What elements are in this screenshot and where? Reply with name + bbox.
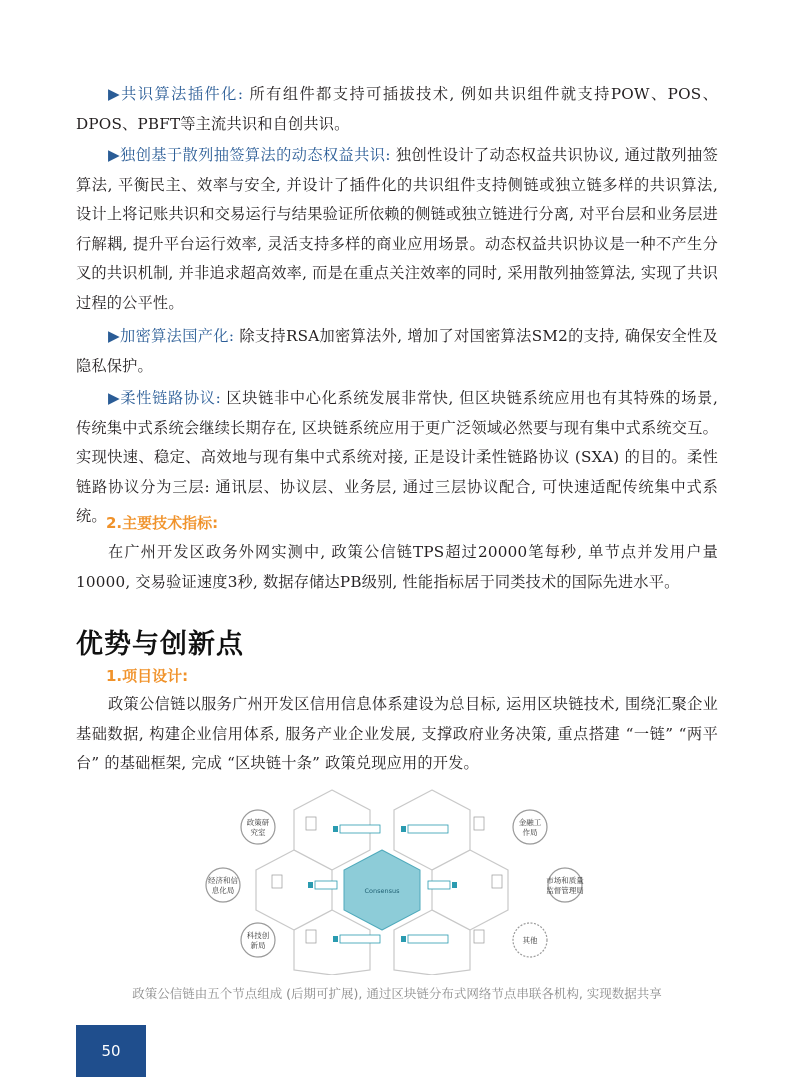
hex-mid-left xyxy=(256,850,332,930)
svg-text:经济和信: 经济和信 xyxy=(208,876,238,885)
node-left-3 xyxy=(241,923,275,957)
svg-text:市场和质量: 市场和质量 xyxy=(546,876,584,885)
section-title: 优势与创新点 xyxy=(76,629,244,660)
node-right-2 xyxy=(546,868,584,902)
keyword-colon: : xyxy=(385,146,391,164)
svg-text:科技创: 科技创 xyxy=(246,931,270,940)
paragraph-crypto-localization xyxy=(76,322,718,381)
svg-text:息化局: 息化局 xyxy=(211,886,235,895)
keyword: 独创基于散列抽签算法的动态权益共识 xyxy=(120,146,386,164)
block-chain-top-left xyxy=(340,825,380,833)
keyword: 共识算法插件化 xyxy=(121,85,238,103)
svg-text:新局: 新局 xyxy=(250,941,266,950)
paragraph-dynamic-consensus xyxy=(76,141,718,319)
keyword: 柔性链路协议 xyxy=(120,389,216,407)
page-number: 50 xyxy=(76,1025,146,1077)
keyword-marker: ▶ xyxy=(108,327,121,345)
block-chain-top-right xyxy=(408,825,448,833)
keyword-colon: : xyxy=(228,327,235,345)
node-left-1 xyxy=(241,810,275,844)
node-right-1 xyxy=(513,810,547,844)
svg-text:作局: 作局 xyxy=(522,828,538,837)
paragraph-flexible-link xyxy=(76,384,718,532)
paragraph-consensus-plugin xyxy=(76,80,718,139)
keyword-colon: : xyxy=(237,85,244,103)
block-chain-bottom-right xyxy=(408,935,448,943)
node-right-3 xyxy=(513,923,547,957)
center-label: Consensus xyxy=(364,887,400,895)
heading-tech-indicators: 2.主要技术指标: xyxy=(106,514,219,532)
svg-text:金融工: 金融工 xyxy=(518,818,542,827)
block-chain-bottom-left xyxy=(340,935,380,943)
svg-text:监督管理局: 监督管理局 xyxy=(546,886,584,895)
hex-mid-right xyxy=(432,850,508,930)
block-chain-mid-right xyxy=(428,881,450,889)
svg-text:其他: 其他 xyxy=(522,936,538,945)
paragraph-project-design: 政策公信链以服务广州开发区信用信息体系建设为总目标, 运用区块链技术, 围绕汇聚企业基础数据, 构建企业信用体系, 服务产业企业发展, 支撑政府业务决策, 重点搭建 “一链” “两平台” 的基础框架, 完成 “区块链十条” 政策兑现应用的开发。 xyxy=(76,695,718,773)
paragraph-text: 除支持RSA加密算法外, 增加了对国密算法SM2的支持, 确保安全性及隐私保护。 xyxy=(76,327,719,375)
keyword-marker: ▶ xyxy=(108,85,122,103)
keyword: 加密算法国产化 xyxy=(120,327,229,345)
keyword-colon: : xyxy=(215,389,221,407)
keyword-marker: ▶ xyxy=(108,146,121,164)
figure-caption: 政策公信链由五个节点组成 (后期可扩展), 通过区块链分布式网络节点串联各机构, 实现数据共享 xyxy=(132,986,662,1001)
node-left-2 xyxy=(206,868,240,902)
consensus-network-diagram xyxy=(190,785,610,975)
paragraph-text: 区块链非中心化系统发展非常快, 但区块链系统应用也有其特殊的场景, 传统集中式系统会继续长期存在, 区块链系统应用于更广泛领域必然要与现有集中式系统交互。实现快速、稳定、高效地与现有集中式系统对接, 正是设计柔性链路协议 (SXA) 的目的。柔性链路协议分为三层: 通讯层、协议层、业务层, 通过三层协议配合, 可快速适配传统集中式系统。 xyxy=(76,389,718,526)
block-chain-mid-left xyxy=(315,881,337,889)
paragraph-text: 独创性设计了动态权益共识协议, 通过散列抽签算法, 平衡民主、效率与安全, 并设计了插件化的共识组件支持侧链或独立链多样的共识算法, 设计上将记账共识和交易运行与结果验证所依赖的侧链或独立链进行分离, 对平台层和业务层进行解耦, 提升平台运行效率, 灵活支持多样的商业应用场景。动态权益共识协议是一种不产生分叉的共识机制, 并非追求超高效率, 而是在重点关注效率的同时, 采用散列抽签算法, 实现了共识过程的公平性。 xyxy=(76,146,718,312)
keyword-marker: ▶ xyxy=(108,389,121,407)
svg-text:政策研: 政策研 xyxy=(246,818,270,827)
svg-text:究室: 究室 xyxy=(250,828,266,837)
paragraph-tech-indicators: 在广州开发区政务外网实测中, 政策公信链TPS超过20000笔每秒, 单节点并发用户量10000, 交易验证速度3秒, 数据存储达PB级别, 性能指标居于同类技术的国际先进水平。 xyxy=(76,543,718,591)
heading-project-design: 1.项目设计: xyxy=(106,667,189,685)
paragraph-text: 所有组件都支持可插拔技术, 例如共识组件就支持POW、POS、DPOS、PBFT等主流共识和自创共识。 xyxy=(76,85,718,133)
